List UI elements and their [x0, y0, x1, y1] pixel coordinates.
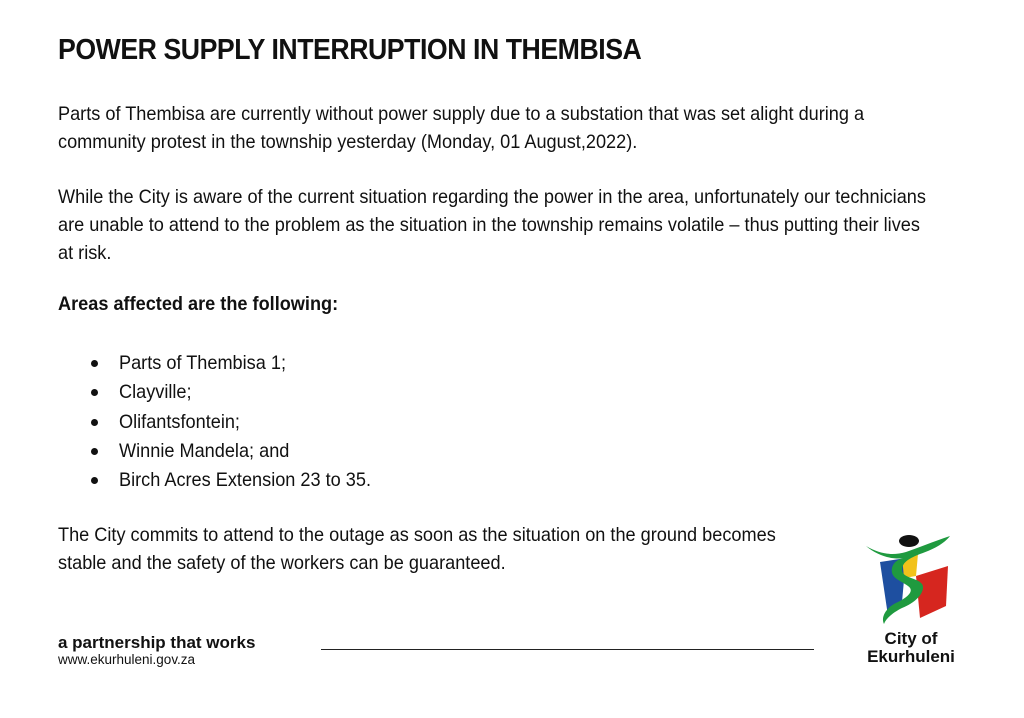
- city-logo: [858, 532, 968, 672]
- paragraph-situation: While the City is aware of the current situation regarding the power in the area, unfortunately our technicians are unable to attend to the problem as the situation in the township remains volatile – thus putting their lives at risk.: [58, 186, 926, 264]
- list-item: Clayville;: [88, 378, 390, 407]
- logo-line-city: City of: [884, 629, 938, 648]
- list-item: Parts of Thembisa 1;: [88, 349, 390, 378]
- areas-list: [88, 349, 390, 495]
- bullet-icon: [91, 419, 98, 426]
- footer-website: www.ekurhuleni.gov.za: [58, 652, 196, 667]
- list-item: Winnie Mandela; and: [88, 437, 390, 466]
- bullet-icon: [91, 389, 98, 396]
- paragraph-outage-cause: Parts of Thembisa are currently without power supply due to a substation that was set alight during a community protest in the township yesterday (Monday, 01 August,2022).: [58, 103, 865, 153]
- bullet-icon: [91, 477, 98, 484]
- footer-tagline: a partnership that works: [58, 633, 256, 652]
- bullet-icon: [91, 448, 98, 455]
- list-item: Olifantsfontein;: [88, 408, 390, 437]
- logo-line-name: Ekurhuleni: [867, 647, 955, 666]
- city-emblem-icon: [862, 532, 960, 628]
- logo-wordmark: [858, 630, 964, 666]
- list-item: Birch Acres Extension 23 to 35.: [88, 466, 390, 495]
- paragraph-commitment: The City commits to attend to the outage as soon as the situation on the ground becomes stable and the safety of the workers can be guaranteed.: [58, 524, 776, 574]
- bullet-icon: [91, 360, 98, 367]
- page-title: POWER SUPPLY INTERRUPTION IN THEMBISA: [58, 34, 642, 66]
- areas-heading: Areas affected are the following:: [58, 293, 339, 315]
- footer-divider: [321, 649, 814, 650]
